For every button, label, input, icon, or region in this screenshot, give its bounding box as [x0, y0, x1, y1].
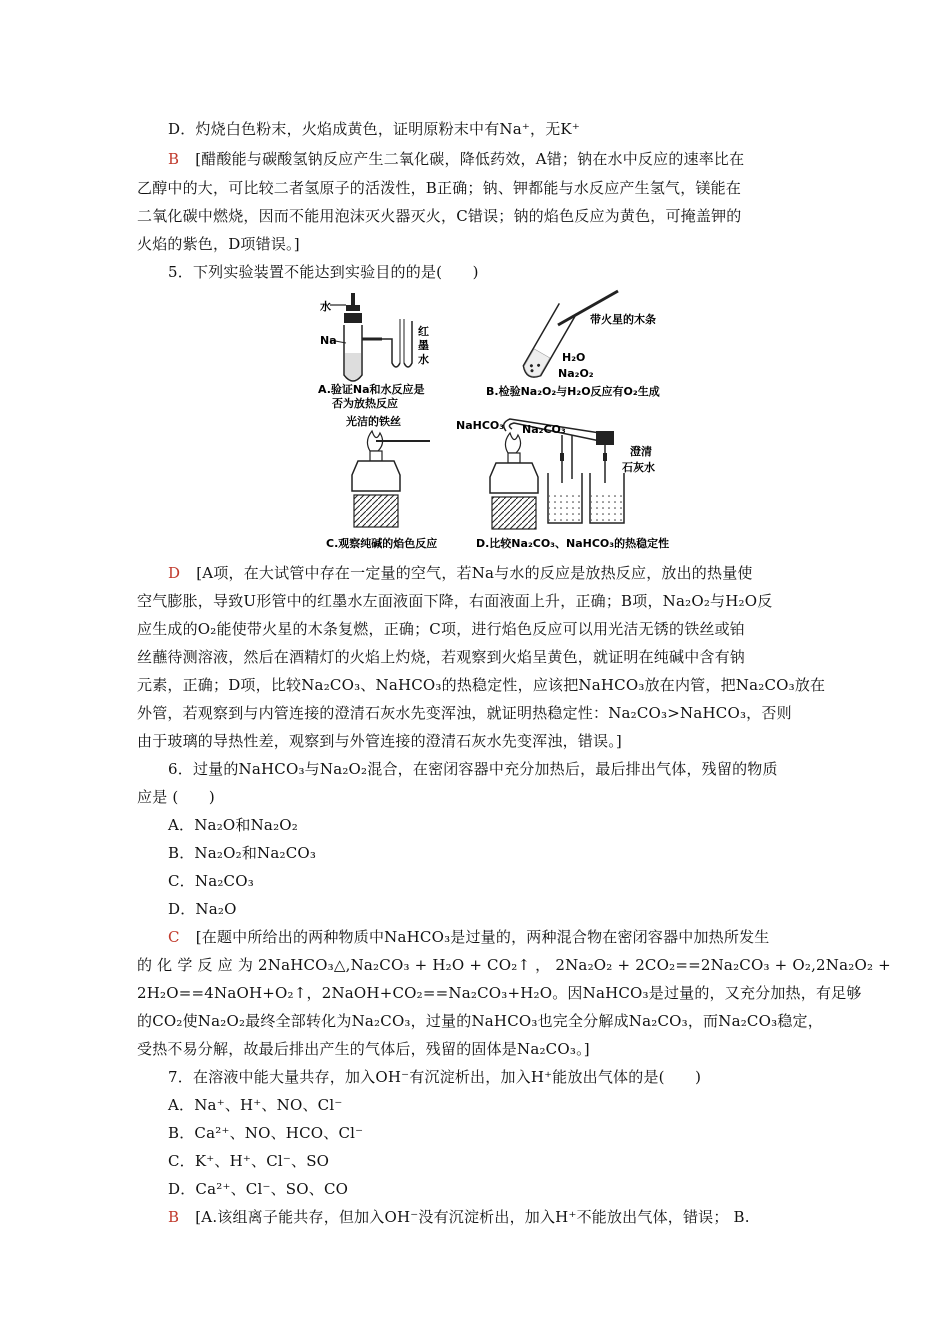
label-na: Na — [320, 334, 337, 347]
caption-c: C.观察纯碱的焰色反应 — [326, 537, 438, 550]
apparatus-a — [318, 293, 429, 410]
label-h2o: H₂O — [562, 351, 586, 364]
q5-explanation-line: 由于玻璃的导热性差，观察到与外管连接的澄清石灰水先变浑浊，错误。] — [137, 732, 622, 750]
label-na2co3: Na₂CO₃ — [522, 423, 566, 436]
label-limewater: 石灰水 — [622, 461, 655, 474]
q6-option: B．Na₂O₂和Na₂CO₃ — [168, 844, 317, 862]
q6-stem: 应是 ( ) — [137, 788, 215, 806]
apparatus-b — [486, 291, 660, 398]
q7-option: A．Na⁺、H⁺、NO、Cl⁻ — [168, 1096, 343, 1114]
q6-option: A．Na₂O和Na₂O₂ — [168, 816, 299, 834]
q6-explanation-line: 受热不易分解，故最后排出产生的气体后，残留的固体是Na₂CO₃。] — [137, 1040, 590, 1058]
q6-answer-letter: C — [168, 928, 180, 946]
label-nahco3: NaHCO₃ — [456, 419, 505, 432]
q7-option: D．Ca²⁺、Cl⁻、SO、CO — [168, 1180, 349, 1198]
label-splint: 带火星的木条 — [590, 313, 656, 326]
q7-option: B．Ca²⁺、NO、HCO、Cl⁻ — [168, 1124, 364, 1142]
q4-explanation-line: 火焰的紫色，D项错误。] — [137, 235, 300, 253]
caption-b: B.检验Na₂O₂与H₂O反应有O₂生成 — [486, 385, 660, 398]
caption-a: 否为放热反应 — [332, 397, 398, 410]
q6-explanation-line: 的 化 学 反 应 为 2NaHCO₃△,Na₂CO₃ + H₂O + CO₂↑ ， 2Na₂O₂ + 2CO₂==2Na₂CO₃ + O₂,2Na₂O₂ + — [137, 956, 891, 974]
label-ink: 墨 — [418, 339, 429, 352]
label-limewater: 澄清 — [630, 445, 652, 458]
q6-option: D．Na₂O — [168, 900, 237, 918]
q4-explanation-line: 乙醇中的大，可比较二者氢原子的活泼性，B正确；钠、钾都能与水反应产生氢气，镁能在 — [137, 179, 742, 197]
q6-explanation-line: C [在题中所给出的两种物质中NaHCO₃是过量的，两种混合物在密闭容器中加热所发生 — [168, 928, 770, 946]
apparatus-d — [456, 419, 669, 550]
q7-explanation-line: B [A.该组离子能共存，但加入OH⁻没有沉淀析出，加入H⁺不能放出气体，错误； B. — [168, 1208, 750, 1226]
q5-explanation-line: 丝蘸待测溶液，然后在酒精灯的火焰上灼烧，若观察到火焰呈黄色，就证明在纯碱中含有钠 — [137, 648, 746, 666]
q4-explanation-line: 二氧化碳中燃烧，因而不能用泡沫灭火器灭火，C错误；钠的焰色反应为黄色，可掩盖钾的 — [137, 207, 742, 225]
q5-stem: 5．下列实验装置不能达到实验目的的是( ) — [168, 263, 479, 281]
q6-stem: 6．过量的NaHCO₃与Na₂O₂混合，在密闭容器中充分加热后，最后排出气体，残留的物质 — [168, 760, 778, 778]
q6-explanation-line: 的CO₂使Na₂O₂最终全部转化为Na₂CO₃，过量的NaHCO₃也完全分解成Na₂CO₃，而Na₂CO₃稳定， — [137, 1012, 823, 1030]
caption-a: A.验证Na和水反应是 — [318, 383, 425, 396]
q5-explanation-line: 元素，正确；D项，比较Na₂CO₃、NaHCO₃的热稳定性，应该把NaHCO₃放在内管，把Na₂CO₃放在 — [137, 676, 826, 694]
q7-option: C．K⁺、H⁺、Cl⁻、SO — [168, 1152, 330, 1170]
caption-d: D.比较Na₂CO₃、NaHCO₃的热稳定性 — [476, 537, 670, 550]
label-ink: 水 — [418, 353, 429, 366]
q5-explanation-line: D [A项，在大试管中存在一定量的空气，若Na与水的反应是放热反应，放出的热量使 — [168, 564, 753, 582]
q7-answer-letter: B — [168, 1208, 180, 1226]
q5-explanation-line: 空气膨胀，导致U形管中的红墨水左面液面下降，右面液面上升，正确；B项，Na₂O₂与H₂O反 — [137, 592, 773, 610]
q5-explanation-line: 应生成的O₂能使带火星的木条复燃，正确；C项，进行焰色反应可以用光洁无锈的铁丝或铂 — [137, 620, 745, 638]
label-wire: 光洁的铁丝 — [346, 415, 401, 428]
q5-apparatus-figure — [300, 283, 680, 555]
label-water: 水 — [320, 300, 331, 313]
q6-option: C．Na₂CO₃ — [168, 872, 254, 890]
q5-answer-letter: D — [168, 564, 181, 582]
q7-stem: 7．在溶液中能大量共存，加入OH⁻有沉淀析出，加入H⁺能放出气体的是( ) — [168, 1068, 702, 1086]
q4-explanation-line: B [醋酸能与碳酸氢钠反应产生二氧化碳，降低药效，A错；钠在水中反应的速率比在 — [168, 150, 745, 168]
q5-explanation-line: 外管，若观察到与内管连接的澄清石灰水先变浑浊，就证明热稳定性：Na₂CO₃>NaHCO₃，否则 — [137, 704, 792, 722]
q6-explanation-line: 2H₂O==4NaOH+O₂↑，2NaOH+CO₂==Na₂CO₃+H₂O。因NaHCO₃是过量的，又充分加热，有足够 — [137, 984, 862, 1002]
q4-option-d: D．灼烧白色粉末，火焰成黄色，证明原粉末中有Na⁺，无K⁺ — [168, 120, 580, 138]
label-ink: 红 — [418, 325, 429, 338]
apparatus-c — [326, 414, 437, 550]
label-na2o2: Na₂O₂ — [558, 367, 594, 380]
q4-answer-letter: B — [168, 150, 180, 168]
